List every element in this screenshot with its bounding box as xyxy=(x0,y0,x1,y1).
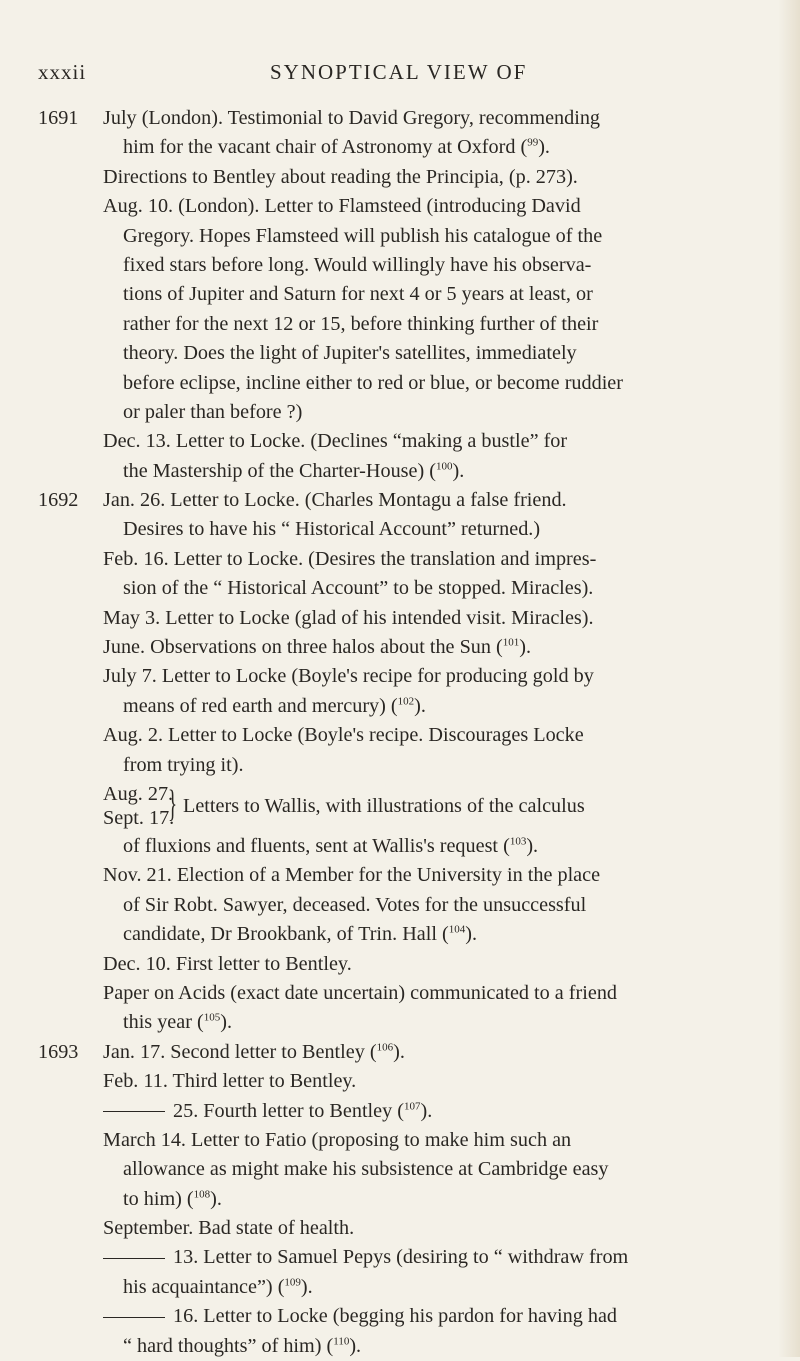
footnote-ref: 106 xyxy=(376,1040,394,1053)
text-line xyxy=(0,1126,800,1155)
entry-text: before eclipse, incline either to red or blue, or become ruddier xyxy=(123,371,623,394)
text-line xyxy=(0,1243,800,1272)
footnote-ref: 104 xyxy=(448,923,466,936)
footnote-ref: 99 xyxy=(527,136,539,149)
text-line xyxy=(0,979,800,1008)
entry-text: Aug. 10. (London). Letter to Flamsteed (introducing David xyxy=(103,195,581,218)
entry-text: Desires to have his “ Historical Account” returned.) xyxy=(123,518,541,541)
entry-text: or paler than before ?) xyxy=(123,400,303,423)
entry-text: tions of Jupiter and Saturn for next 4 or 5 years at least, or xyxy=(123,283,593,306)
text-line xyxy=(0,515,800,544)
entry-text: him for the vacant chair of Astronomy at Oxford ($^{99}$). xyxy=(123,136,550,159)
entry-text: June. Observations on three halos about the Sun ($^{101}$). xyxy=(103,636,532,659)
text-line xyxy=(0,251,800,280)
entry-text: his acquaintance”) ($^{109}$). xyxy=(123,1275,313,1298)
text-line xyxy=(0,310,800,339)
ditto-rule xyxy=(103,1111,165,1112)
text-line xyxy=(0,721,800,750)
text-line xyxy=(0,1067,800,1096)
entry-text: means of red earth and mercury) ($^{102}$). xyxy=(123,694,426,717)
entry-text: this year ($^{105}$). xyxy=(123,1011,233,1034)
text-line xyxy=(0,1273,800,1302)
entry-text: Jan. 17. Second letter to Bentley ($^{106}$). xyxy=(103,1040,405,1063)
chronology-text xyxy=(0,104,800,1361)
entry-text: March 14. Letter to Fatio (proposing to make him such an xyxy=(103,1128,572,1151)
footnote-ref: 100 xyxy=(435,459,453,472)
text-line xyxy=(0,633,800,662)
entry-text: candidate, Dr Brookbank, of Trin. Hall ($^{104}$). xyxy=(123,923,478,946)
entry-text: Paper on Acids (exact date uncertain) communicated to a friend xyxy=(103,981,618,1004)
text-line xyxy=(0,751,800,780)
entry-text: of Sir Robt. Sawyer, deceased. Votes for the unsuccessful xyxy=(123,893,587,916)
entry-text: Jan. 26. Letter to Locke. (Charles Montagu a false friend. xyxy=(103,489,567,512)
entry-text: Feb. 16. Letter to Locke. (Desires the translation and impres- xyxy=(103,547,597,570)
running-title: SYNOPTICAL VIEW OF xyxy=(270,60,528,84)
entry-text: “ hard thoughts” of him) ($^{110}$). xyxy=(123,1334,362,1357)
entry-text: sion of the “ Historical Account” to be stopped. Miracles). xyxy=(123,577,594,600)
entry-text: Directions to Bentley about reading the Principia, (p. 273). xyxy=(103,165,578,188)
entry-text: allowance as might make his subsistence at Cambridge easy xyxy=(123,1158,609,1181)
year-label: 1691 xyxy=(38,107,79,129)
text-line xyxy=(0,1155,800,1184)
brace-date-2: Sept. 17. xyxy=(103,806,175,829)
text-line xyxy=(0,163,800,192)
text-line xyxy=(0,486,800,515)
text-line xyxy=(0,369,800,398)
page-number: xxxii xyxy=(38,60,87,84)
entry-text: 25. Fourth letter to Bentley ($^{107}$). xyxy=(103,1097,432,1126)
entry-text: September. Bad state of health. xyxy=(103,1217,355,1240)
footnote-ref: 109 xyxy=(284,1276,301,1289)
text-line xyxy=(0,574,800,603)
ditto-rule xyxy=(103,1317,165,1318)
text-line xyxy=(0,891,800,920)
entry-text: May 3. Letter to Locke (glad of his intended visit. Miracles). xyxy=(103,606,594,629)
entry-text: Dec. 10. First letter to Bentley. xyxy=(103,952,352,975)
text-line xyxy=(0,950,800,979)
entry-text: rather for the next 12 or 15, before thinking further of their xyxy=(123,312,599,335)
entry-text: Dec. 13. Letter to Locke. (Declines “making a bustle” for xyxy=(103,430,568,453)
entry-text: from trying it). xyxy=(123,753,244,776)
entry-text: to him) ($^{108}$). xyxy=(123,1187,222,1210)
text-line xyxy=(0,920,800,949)
footnote-ref: 103 xyxy=(509,835,527,848)
entry-text: Aug. 2. Letter to Locke (Boyle's recipe. Discourages Locke xyxy=(103,724,584,747)
text-line xyxy=(0,427,800,456)
year-label: 1692 xyxy=(38,489,79,512)
page-header xyxy=(38,60,738,90)
text-line xyxy=(0,457,800,486)
text-line xyxy=(0,692,800,721)
brace-text: Letters to Wallis, with illustrations of the calculus xyxy=(183,794,585,817)
entry-text: theory. Does the light of Jupiter's satellites, immediately xyxy=(123,342,577,365)
footnote-ref: 110 xyxy=(333,1334,350,1347)
text-line xyxy=(0,1185,800,1214)
braced-entry xyxy=(0,780,800,832)
ditto-rule xyxy=(103,1258,165,1259)
entry-text: 16. Letter to Locke (begging his pardon for having had xyxy=(103,1302,617,1331)
text-line xyxy=(0,222,800,251)
entry-text: the Mastership of the Charter-House) ($^{100}$). xyxy=(123,459,465,482)
text-line xyxy=(0,192,800,221)
year-label: 1693 xyxy=(38,1040,79,1063)
entry-text: fixed stars before long. Would willingly have his observa- xyxy=(123,253,592,276)
text-line xyxy=(0,1008,800,1037)
entry-text: of fluxions and fluents, sent at Wallis's request ($^{103}$). xyxy=(123,834,539,857)
entry-text: 13. Letter to Samuel Pepys (desiring to “ withdraw from xyxy=(103,1243,628,1272)
text-line xyxy=(0,133,800,162)
text-line xyxy=(0,1038,800,1067)
text-line xyxy=(0,398,800,427)
text-line xyxy=(0,280,800,309)
entry-text: Gregory. Hopes Flamsteed will publish his catalogue of the xyxy=(123,224,603,247)
entry-text: Feb. 11. Third letter to Bentley. xyxy=(103,1070,357,1093)
text-line xyxy=(0,832,800,861)
entry-text: Nov. 21. Election of a Member for the University in the place xyxy=(103,864,601,887)
text-line xyxy=(0,662,800,691)
brace-date-1: Aug. 27. xyxy=(103,782,174,805)
text-line xyxy=(0,861,800,890)
footnote-ref: 102 xyxy=(397,695,415,708)
entry-text: July 7. Letter to Locke (Boyle's recipe for producing gold by xyxy=(103,665,594,688)
footnote-ref: 101 xyxy=(502,636,520,649)
footnote-ref: 107 xyxy=(404,1099,421,1112)
text-line xyxy=(0,104,800,133)
text-line xyxy=(0,1302,800,1331)
text-line xyxy=(0,339,800,368)
entry-text: July (London). Testimonial to David Gregory, recommending xyxy=(103,107,601,129)
text-line xyxy=(0,1097,800,1126)
footnote-ref: 105 xyxy=(203,1011,221,1024)
text-line xyxy=(0,545,800,574)
brace-symbol: } xyxy=(168,782,178,825)
text-line xyxy=(0,1214,800,1243)
footnote-ref: 108 xyxy=(193,1187,211,1200)
text-line xyxy=(0,604,800,633)
